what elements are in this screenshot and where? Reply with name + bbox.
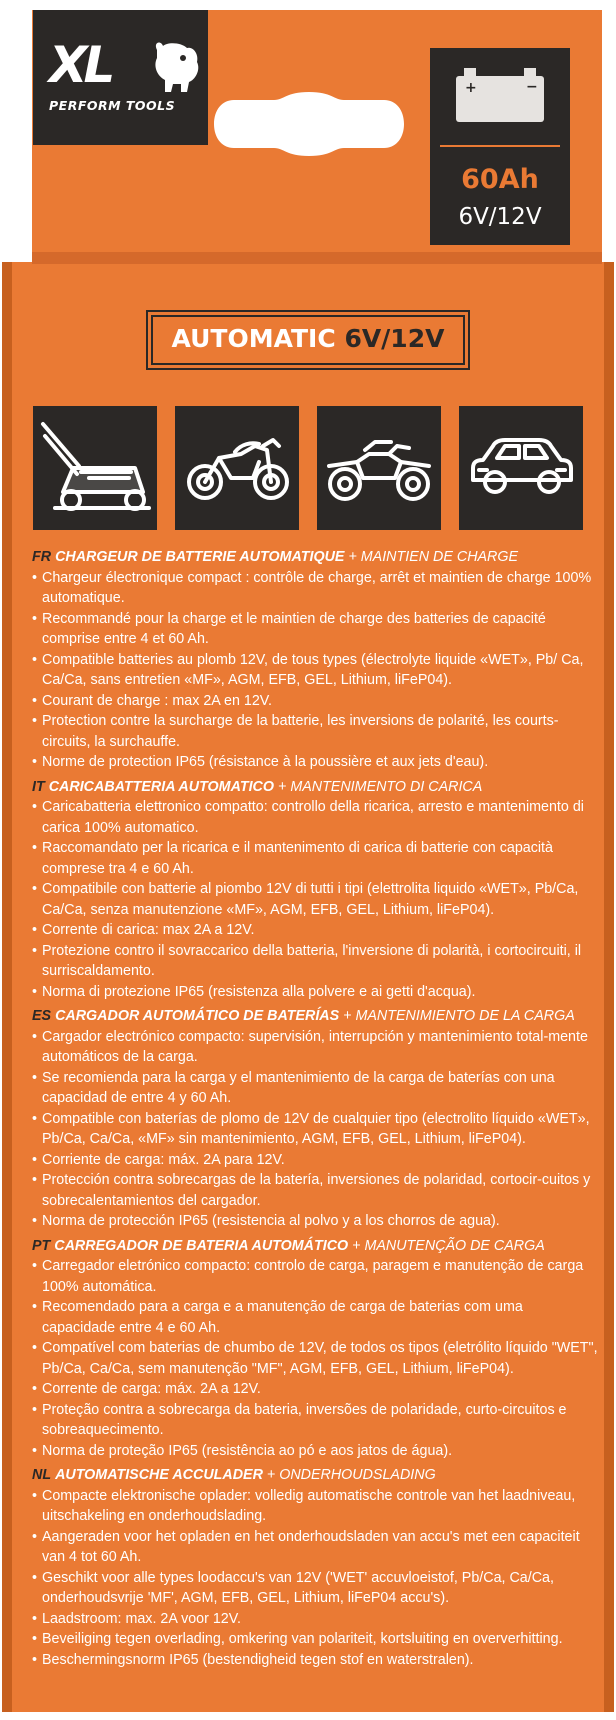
section-subheading: + MANUTENÇÃO DE CARGA: [352, 1237, 545, 1254]
svg-text:−: −: [526, 79, 538, 95]
section-fr: [32, 547, 598, 773]
language-code: ES: [32, 1008, 52, 1024]
section-nl: [32, 1465, 598, 1670]
list-item: • Compatible con baterías de plomo de 12V de cualquier tipo (electrolito líquido «WET», Pb/Ca, Ca/Ca, «MF» sin mantenimiento, AGM, EFB, GEL, Lithium, liFeP04).: [32, 1109, 598, 1150]
bison-icon: [151, 40, 203, 96]
section-title: [32, 777, 598, 798]
automatic-word: AUTOMATIC: [171, 324, 336, 353]
language-code: NL: [32, 1467, 52, 1483]
brand-tagline: PERFORM TOOLS: [49, 98, 176, 113]
battery-capacity-badge: [430, 48, 570, 245]
motorcycle-icon: [175, 406, 299, 530]
language-code: PT: [32, 1237, 51, 1254]
section-subheading: + ONDERHOUDSLADING: [266, 1467, 436, 1483]
package-fold-line: [32, 252, 602, 264]
list-item: • Protección contra sobrecargas de la batería, inversiones de polaridad, cortocir-cuitos y sobrecalentamientos del cargador.: [32, 1170, 598, 1211]
section-title: [32, 1465, 598, 1486]
section-subheading: + MAINTIEN DE CHARGE: [348, 549, 519, 565]
automatic-badge-text: [146, 324, 470, 353]
battery-voltage: 6V/12V: [458, 204, 542, 230]
section-it: [32, 777, 598, 1003]
lawn-mower-icon: [33, 406, 157, 530]
section-pt: [32, 1236, 598, 1462]
list-item: • Corrente di carica: max 2A a 12V.: [32, 920, 598, 941]
list-item: • Norme de protection IP65 (résistance à la poussière et aux jets d'eau).: [32, 752, 598, 773]
battery-capacity: 60Ah: [461, 164, 539, 195]
section-heading: AUTOMATISCHE ACCULADER: [55, 1467, 263, 1483]
section-heading: CARGADOR AUTOMÁTICO DE BATERÍAS: [55, 1008, 340, 1024]
car-icon: [459, 406, 583, 530]
section-title: [32, 1236, 598, 1257]
brand-logo: [33, 10, 208, 145]
list-item: • Carregador eletrónico compacto: controlo de carga, paragem e manutenção de carga 100% automática.: [32, 1256, 598, 1297]
list-item: • Corrente de carga: máx. 2A a 12V.: [32, 1379, 598, 1400]
car-icon-box: [459, 406, 583, 530]
brand-logo-text: XL: [49, 36, 112, 94]
list-item: • Aangeraden voor het opladen en het onderhoudsladen van accu's met een capaciteit van 4 tot 60 Ah.: [32, 1527, 598, 1568]
list-item: • Recomendado para a carga e a manutenção de carga de baterias com uma capacidade entre 4 e 60 Ah.: [32, 1297, 598, 1338]
list-item: • Proteção contra a sobrecarga da bateria, inversões de polaridade, curto-circuitos e sobreaquecimento.: [32, 1400, 598, 1441]
list-item: • Caricabatteria elettronico compatto: controllo della ricarica, arresto e mantenimento di carica 100% automatico.: [32, 797, 598, 838]
section-es: [32, 1006, 598, 1232]
list-item: • Beschermingsnorm IP65 (bestendigheid tegen stof en waterstralen).: [32, 1650, 598, 1671]
list-item: • Protezione contro il sovraccarico della batteria, l'inversione di polarità, i cortocircuiti, il surriscaldamento.: [32, 941, 598, 982]
list-item: • Compatível com baterias de chumbo de 12V, de todos os tipos (eletrólito líquido "WET", Pb/Ca, Ca/Ca, sem manutenção "MF", AGM, EFB, GEL, Lithium, liFeP04).: [32, 1338, 598, 1379]
package-right-edge: [604, 262, 614, 1712]
list-item: • Raccomandato per la ricarica e il mantenimento di carica di batterie con capacità comprese tra 4 e 60 Ah.: [32, 838, 598, 879]
list-item: • Corriente de carga: máx. 2A para 12V.: [32, 1150, 598, 1171]
list-item: • Cargador electrónico compacto: supervisión, interrupción y mantenimiento total-mente automáticos de la carga.: [32, 1027, 598, 1068]
battery-divider: [440, 145, 560, 147]
section-title: [32, 1006, 598, 1027]
section-heading: CHARGEUR DE BATTERIE AUTOMATIQUE: [55, 549, 345, 565]
section-heading: CARREGADOR DE BATERIA AUTOMÁTICO: [54, 1237, 349, 1254]
battery-icon: [454, 64, 546, 126]
list-item: • Compacte elektronische oplader: volledig automatische controle van het laadniveau, uitschakeling en onderhoudslading.: [32, 1486, 598, 1527]
list-item: • Chargeur électronique compact : contrôle de charge, arrêt et maintien de charge 100% automatique.: [32, 568, 598, 609]
list-item: • Beveiliging tegen overlading, omkering van polariteit, kortsluiting en oververhitting.: [32, 1629, 598, 1650]
language-code: IT: [32, 778, 45, 795]
list-item: • Norma de proteção IP65 (resistência ao pó e aos jatos de água).: [32, 1441, 598, 1462]
quad-bike-icon-box: [317, 406, 441, 530]
list-item: • Norma de protección IP65 (resistencia al polvo y a los chorros de agua).: [32, 1211, 598, 1232]
section-heading: CARICABATTERIA AUTOMATICO: [48, 778, 275, 795]
list-item: • Compatible batteries au plomb 12V, de tous types (électrolyte liquide «WET», Pb/ Ca, Ca/Ca, sans entretien «MF», AGM, EFB, GEL, Lithium, liFeP04).: [32, 650, 598, 691]
list-item: • Courant de charge : max 2A en 12V.: [32, 691, 598, 712]
package-left-edge: [2, 262, 12, 1712]
list-item: • Recommandé pour la charge et le maintien de charge des batteries de capacité comprise entre 4 et 60 Ah.: [32, 609, 598, 650]
section-title: [32, 547, 598, 568]
description-text: [32, 547, 598, 1674]
list-item: • Compatibile con batterie al piombo 12V di tutti i tipi (elettrolita liquido «WET», Pb/Ca, Ca/Ca, senza manutenzione «MF», AGM, EFB, GEL, Lithium, liFeP04).: [32, 879, 598, 920]
hang-hole: [214, 92, 404, 160]
list-item: • Laadstroom: max. 2A voor 12V.: [32, 1609, 598, 1630]
section-subheading: + MANTENIMIENTO DE LA CARGA: [343, 1008, 575, 1024]
list-item: • Geschikt voor alle types loodaccu's van 12V ('WET' accuvloeistof, Pb/Ca, Ca/Ca, onderhoudsvrije 'MF', AGM, EFB, GEL, Lithium, liFeP04 accu's).: [32, 1568, 598, 1609]
svg-text:+: +: [465, 80, 477, 96]
list-item: • Protection contre la surcharge de la batterie, les inversions de polarité, les courts-circuits, la surchauffe.: [32, 711, 598, 752]
motorcycle-icon-box: [175, 406, 299, 530]
list-item: • Se recomienda para la carga y el mantenimiento de la carga de baterías con una capacidad de entre 4 y 60 Ah.: [32, 1068, 598, 1109]
list-item: • Norma di protezione IP65 (resistenza alla polvere e ai getti d'acqua).: [32, 982, 598, 1003]
language-code: FR: [32, 549, 52, 565]
lawn-mower-icon-box: [33, 406, 157, 530]
automatic-badge: [146, 310, 470, 370]
quad-bike-icon: [317, 406, 441, 530]
automatic-voltage: 6V/12V: [344, 324, 445, 353]
section-subheading: + MANTENIMENTO DI CARICA: [278, 778, 483, 795]
